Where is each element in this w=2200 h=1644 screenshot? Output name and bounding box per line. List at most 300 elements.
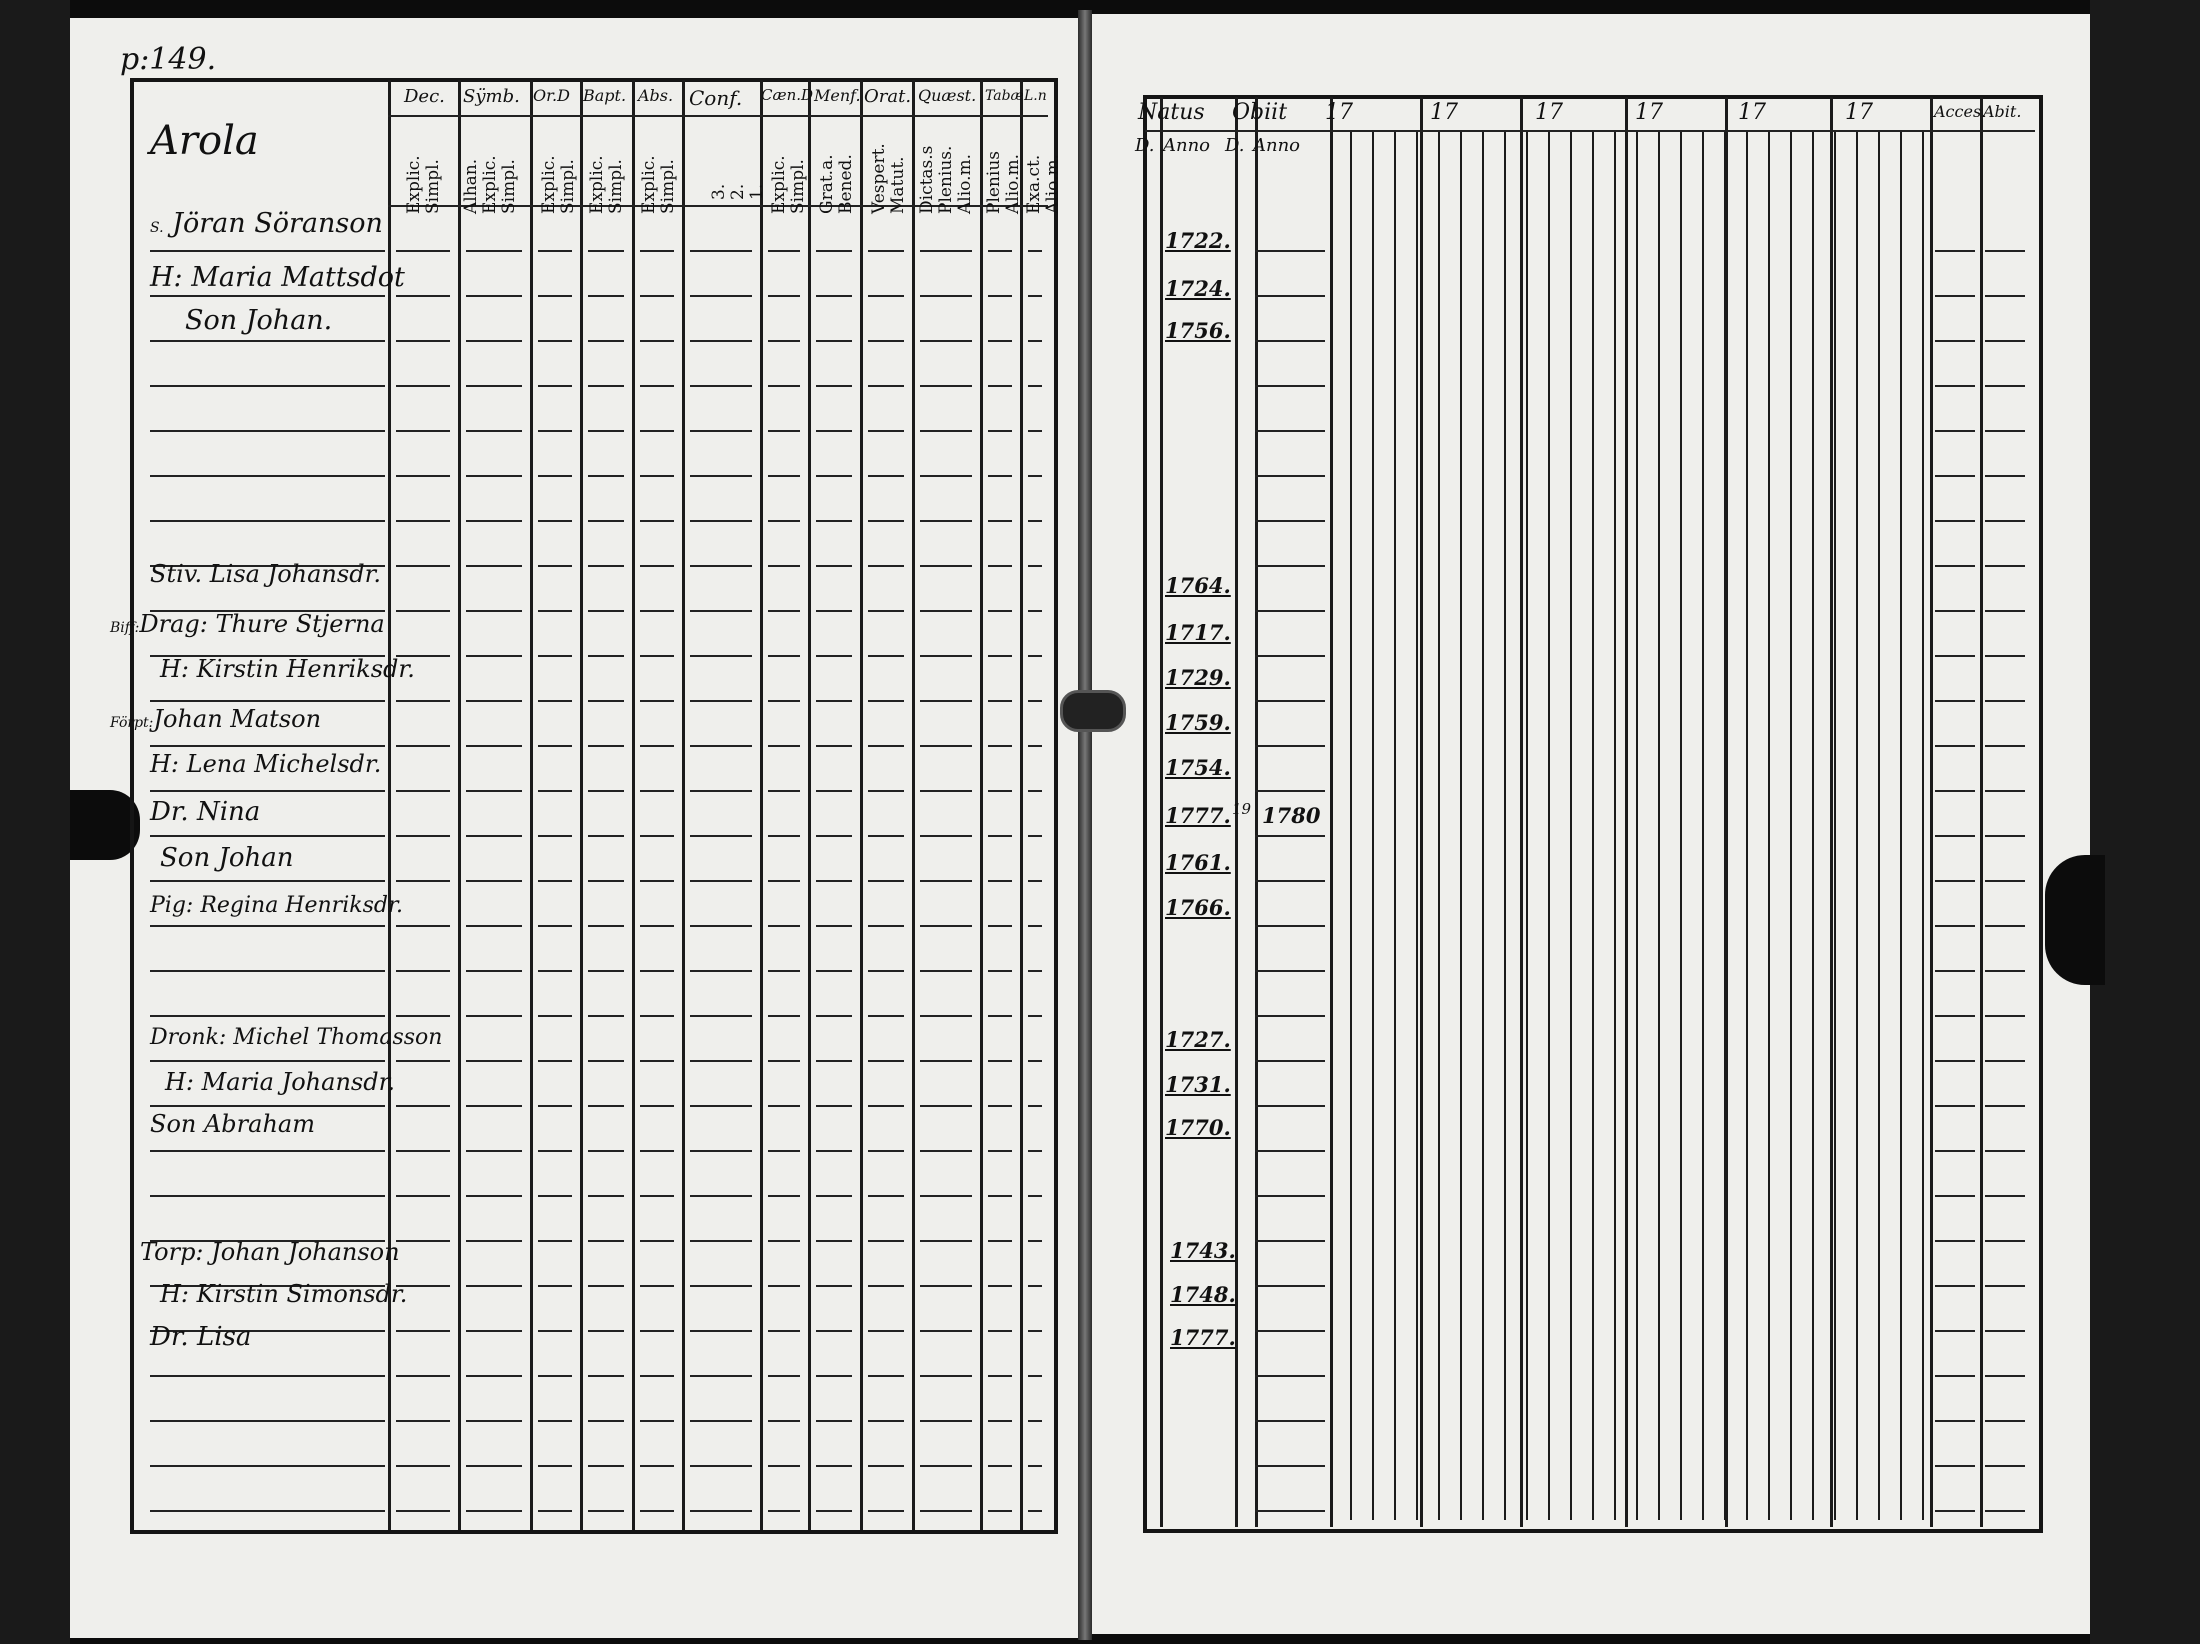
left-cell-line bbox=[988, 1060, 1012, 1062]
right-row-line bbox=[1935, 340, 1975, 342]
left-cell-line bbox=[816, 1060, 852, 1062]
left-cell-line bbox=[466, 520, 522, 522]
right-row-line bbox=[1985, 835, 2025, 837]
village-name: Arola bbox=[150, 118, 259, 164]
left-cell-line bbox=[868, 295, 904, 297]
left-cell-line bbox=[466, 1330, 522, 1332]
left-cell-line bbox=[588, 385, 624, 387]
left-cell-line bbox=[588, 250, 624, 252]
left-cell-line bbox=[690, 970, 752, 972]
left-cell-line bbox=[868, 385, 904, 387]
left-cell-line bbox=[868, 1420, 904, 1422]
left-sub-dec: Explic. Simpl. bbox=[404, 155, 443, 214]
left-cell-line bbox=[690, 925, 752, 927]
left-column-line bbox=[860, 80, 863, 1530]
left-binding-edge bbox=[0, 0, 70, 1644]
left-cell-line bbox=[690, 1015, 752, 1017]
left-cell-line bbox=[868, 925, 904, 927]
right-row-line bbox=[1935, 565, 1975, 567]
left-cell-line bbox=[466, 880, 522, 882]
left-cell-line bbox=[588, 295, 624, 297]
left-cell-line bbox=[1028, 1015, 1042, 1017]
left-cell-line bbox=[396, 1330, 450, 1332]
left-cell-line bbox=[538, 655, 572, 657]
right-row-line bbox=[1935, 1105, 1975, 1107]
birth-year-8: 1754. bbox=[1165, 755, 1231, 780]
left-cell-line bbox=[588, 880, 624, 882]
left-cell-line bbox=[538, 1420, 572, 1422]
left-column-line bbox=[632, 80, 635, 1530]
left-cell-line bbox=[640, 790, 674, 792]
left-cell-line bbox=[640, 1375, 674, 1377]
left-cell-line bbox=[988, 700, 1012, 702]
left-sub-mens: Grat.a. Bened. bbox=[817, 154, 856, 214]
left-row-line bbox=[150, 1510, 385, 1512]
right-row-line bbox=[1985, 1240, 2025, 1242]
left-cell-line bbox=[588, 1015, 624, 1017]
natus-day: D. bbox=[1135, 135, 1155, 156]
left-cell-line bbox=[1028, 610, 1042, 612]
right-row-line bbox=[1935, 430, 1975, 432]
left-cell-line bbox=[588, 1195, 624, 1197]
left-cell-line bbox=[640, 880, 674, 882]
left-cell-line bbox=[768, 925, 800, 927]
left-cell-line bbox=[588, 1375, 624, 1377]
left-cell-line bbox=[768, 745, 800, 747]
left-row-line bbox=[150, 430, 385, 432]
left-cell-line bbox=[868, 835, 904, 837]
left-cell-line bbox=[816, 970, 852, 972]
left-cell-line bbox=[640, 520, 674, 522]
entry-10: Son Johan bbox=[160, 843, 294, 873]
left-cell-line bbox=[1028, 700, 1042, 702]
left-cell-line bbox=[816, 295, 852, 297]
right-clasp-shadow bbox=[2045, 855, 2105, 985]
left-cell-line bbox=[588, 1510, 624, 1512]
left-cell-line bbox=[988, 1465, 1012, 1467]
birth-year-3: 1756. bbox=[1165, 318, 1231, 343]
right-column-line bbox=[1625, 97, 1628, 1527]
obiit-header: Obiit bbox=[1232, 100, 1288, 125]
left-cell-line bbox=[768, 610, 800, 612]
right-row-line bbox=[1935, 835, 1975, 837]
left-cell-line bbox=[816, 1015, 852, 1017]
left-cell-line bbox=[396, 1015, 450, 1017]
right-sub-column-line bbox=[1592, 130, 1594, 1520]
left-cell-line bbox=[396, 610, 450, 612]
left-cell-line bbox=[768, 1195, 800, 1197]
left-cell-line bbox=[920, 385, 972, 387]
right-sub-column-line bbox=[1636, 130, 1638, 1520]
left-cell-line bbox=[396, 790, 450, 792]
right-sub-column-line bbox=[1680, 130, 1682, 1520]
right-sub-column-line bbox=[1658, 130, 1660, 1520]
left-row-line bbox=[150, 250, 385, 252]
left-cell-line bbox=[466, 1240, 522, 1242]
left-cell-line bbox=[1028, 565, 1042, 567]
left-cell-line bbox=[588, 1240, 624, 1242]
left-cell-line bbox=[816, 475, 852, 477]
left-cell-line bbox=[690, 1510, 752, 1512]
left-cell-line bbox=[588, 340, 624, 342]
left-cell-line bbox=[466, 1420, 522, 1422]
left-cell-line bbox=[466, 1510, 522, 1512]
left-cell-line bbox=[816, 1330, 852, 1332]
left-cell-line bbox=[396, 1375, 450, 1377]
left-cell-line bbox=[466, 700, 522, 702]
right-sub-column-line bbox=[1438, 130, 1440, 1520]
right-row-line bbox=[1255, 520, 1325, 522]
left-cell-line bbox=[466, 1105, 522, 1107]
right-column-line bbox=[1980, 97, 1983, 1527]
left-cell-line bbox=[988, 610, 1012, 612]
right-row-line bbox=[1255, 1150, 1325, 1152]
left-cell-line bbox=[466, 1015, 522, 1017]
left-cell-line bbox=[396, 835, 450, 837]
right-row-line bbox=[1985, 1195, 2025, 1197]
left-cell-line bbox=[640, 295, 674, 297]
left-cell-line bbox=[768, 1420, 800, 1422]
left-cell-line bbox=[920, 880, 972, 882]
left-cell-line bbox=[920, 340, 972, 342]
left-cell-line bbox=[538, 835, 572, 837]
left-cell-line bbox=[816, 520, 852, 522]
left-cell-line bbox=[640, 655, 674, 657]
left-cell-line bbox=[538, 610, 572, 612]
right-row-line bbox=[1935, 1465, 1975, 1467]
left-header-symb: Sÿmb. bbox=[463, 86, 520, 107]
right-sub-column-line bbox=[1900, 130, 1902, 1520]
left-cell-line bbox=[690, 1195, 752, 1197]
left-cell-line bbox=[816, 250, 852, 252]
left-cell-line bbox=[690, 385, 752, 387]
left-cell-line bbox=[588, 1150, 624, 1152]
left-cell-line bbox=[538, 790, 572, 792]
left-cell-line bbox=[466, 1150, 522, 1152]
right-sub-column-line bbox=[1724, 130, 1726, 1520]
left-cell-line bbox=[690, 745, 752, 747]
left-cell-line bbox=[988, 1240, 1012, 1242]
right-row-line bbox=[1985, 565, 2025, 567]
left-cell-line bbox=[690, 1330, 752, 1332]
left-cell-line bbox=[466, 1465, 522, 1467]
year-col-4: 17 bbox=[1635, 100, 1663, 125]
left-row-line bbox=[150, 1420, 385, 1422]
left-cell-line bbox=[588, 970, 624, 972]
left-sub-conf: 3. 2. 1. bbox=[709, 183, 767, 200]
right-sub-column-line bbox=[1922, 130, 1924, 1520]
left-cell-line bbox=[690, 340, 752, 342]
acces-header: Acces. bbox=[1934, 102, 1987, 121]
obiit-anno: Anno bbox=[1253, 135, 1301, 156]
left-cell-line bbox=[920, 1285, 972, 1287]
left-cell-line bbox=[920, 565, 972, 567]
left-cell-line bbox=[690, 1240, 752, 1242]
left-cell-line bbox=[868, 1060, 904, 1062]
left-row-line bbox=[150, 385, 385, 387]
left-cell-line bbox=[868, 520, 904, 522]
left-cell-line bbox=[1028, 340, 1042, 342]
left-cell-line bbox=[588, 1285, 624, 1287]
left-cell-line bbox=[466, 970, 522, 972]
right-row-line bbox=[1255, 745, 1325, 747]
left-header-caend: Cæn.D bbox=[761, 86, 814, 104]
page-number: p:149. bbox=[120, 42, 217, 77]
right-row-line bbox=[1935, 1150, 1975, 1152]
left-cell-line bbox=[920, 1375, 972, 1377]
left-cell-line bbox=[920, 700, 972, 702]
left-cell-line bbox=[690, 880, 752, 882]
left-cell-line bbox=[396, 520, 450, 522]
left-cell-line bbox=[588, 655, 624, 657]
left-cell-line bbox=[920, 745, 972, 747]
left-cell-line bbox=[768, 250, 800, 252]
entry-1: S. Jöran Söranson bbox=[150, 208, 383, 239]
left-cell-line bbox=[588, 565, 624, 567]
right-row-line bbox=[1935, 880, 1975, 882]
left-row-line bbox=[150, 475, 385, 477]
left-cell-line bbox=[588, 700, 624, 702]
birth-year-7: 1759. bbox=[1165, 710, 1231, 735]
left-cell-line bbox=[1028, 1375, 1042, 1377]
left-cell-line bbox=[868, 565, 904, 567]
left-row-line bbox=[150, 520, 385, 522]
right-row-line bbox=[1935, 295, 1975, 297]
left-cell-line bbox=[538, 1150, 572, 1152]
left-cell-line bbox=[868, 1240, 904, 1242]
right-row-line bbox=[1255, 1330, 1325, 1332]
left-column-line bbox=[388, 80, 391, 1530]
left-cell-line bbox=[396, 700, 450, 702]
left-cell-line bbox=[466, 475, 522, 477]
left-cell-line bbox=[396, 295, 450, 297]
left-header-ln: L.n bbox=[1024, 88, 1047, 104]
left-cell-line bbox=[1028, 835, 1042, 837]
right-sub-column-line bbox=[1812, 130, 1814, 1520]
right-row-line bbox=[1255, 430, 1325, 432]
left-cell-line bbox=[538, 430, 572, 432]
right-row-line bbox=[1935, 1060, 1975, 1062]
left-header-dec: Dec. bbox=[404, 86, 445, 107]
left-cell-line bbox=[538, 295, 572, 297]
left-cell-line bbox=[768, 655, 800, 657]
right-row-line bbox=[1935, 610, 1975, 612]
obiit-day: D. bbox=[1225, 135, 1245, 156]
left-cell-line bbox=[988, 385, 1012, 387]
left-cell-line bbox=[988, 790, 1012, 792]
entry-3: Son Johan. bbox=[185, 305, 333, 336]
left-column-line bbox=[760, 80, 763, 1530]
left-header-bapt: Bapt. bbox=[583, 86, 627, 105]
entry-14: Son Abraham bbox=[150, 1110, 315, 1138]
left-cell-line bbox=[988, 1150, 1012, 1152]
right-row-line bbox=[1935, 1015, 1975, 1017]
left-cell-line bbox=[538, 1195, 572, 1197]
left-cell-line bbox=[816, 1285, 852, 1287]
left-cell-line bbox=[538, 250, 572, 252]
right-row-line bbox=[1255, 385, 1325, 387]
left-cell-line bbox=[538, 970, 572, 972]
left-cell-line bbox=[396, 250, 450, 252]
right-sub-column-line bbox=[1834, 130, 1836, 1520]
left-cell-line bbox=[1028, 1105, 1042, 1107]
left-cell-line bbox=[690, 790, 752, 792]
left-cell-line bbox=[588, 1420, 624, 1422]
right-sub-column-line bbox=[1614, 130, 1616, 1520]
left-row-line bbox=[150, 925, 385, 927]
left-cell-line bbox=[868, 1195, 904, 1197]
left-cell-line bbox=[640, 1015, 674, 1017]
right-row-line bbox=[1985, 1375, 2025, 1377]
left-cell-line bbox=[920, 475, 972, 477]
right-row-line bbox=[1985, 880, 2025, 882]
left-cell-line bbox=[588, 925, 624, 927]
left-cell-line bbox=[816, 835, 852, 837]
left-cell-line bbox=[640, 835, 674, 837]
left-cell-line bbox=[768, 430, 800, 432]
right-row-line bbox=[1255, 1375, 1325, 1377]
left-cell-line bbox=[538, 880, 572, 882]
left-cell-line bbox=[466, 430, 522, 432]
left-cell-line bbox=[396, 1510, 450, 1512]
left-cell-line bbox=[466, 745, 522, 747]
year-col-1: 17 bbox=[1325, 100, 1353, 125]
left-cell-line bbox=[396, 1060, 450, 1062]
right-row-line bbox=[1255, 1060, 1325, 1062]
left-cell-line bbox=[816, 1105, 852, 1107]
left-cell-line bbox=[1028, 1465, 1042, 1467]
left-header-conf: Conf. bbox=[689, 86, 743, 110]
year-col-6: 17 bbox=[1845, 100, 1873, 125]
left-row-line bbox=[150, 1465, 385, 1467]
left-cell-line bbox=[640, 565, 674, 567]
left-cell-line bbox=[816, 340, 852, 342]
right-sub-column-line bbox=[1394, 130, 1396, 1520]
entry-11: Pig: Regina Henriksdr. bbox=[150, 893, 404, 918]
birth-year-1: 1722. bbox=[1165, 228, 1231, 253]
left-row-line bbox=[150, 700, 385, 702]
left-cell-line bbox=[1028, 1240, 1042, 1242]
left-sub-ord: Explic. Simpl. bbox=[539, 155, 578, 214]
left-cell-line bbox=[396, 430, 450, 432]
right-row-line bbox=[1985, 610, 2025, 612]
left-cell-line bbox=[640, 430, 674, 432]
left-cell-line bbox=[1028, 1420, 1042, 1422]
left-cell-line bbox=[466, 1195, 522, 1197]
left-cell-line bbox=[588, 1330, 624, 1332]
left-cell-line bbox=[768, 700, 800, 702]
left-cell-line bbox=[920, 250, 972, 252]
right-row-line bbox=[1255, 925, 1325, 927]
left-cell-line bbox=[988, 250, 1012, 252]
natus-anno: Anno bbox=[1163, 135, 1211, 156]
left-cell-line bbox=[640, 610, 674, 612]
left-cell-line bbox=[538, 475, 572, 477]
left-cell-line bbox=[868, 655, 904, 657]
left-cell-line bbox=[920, 925, 972, 927]
birth-year-10: 1761. bbox=[1165, 850, 1231, 875]
left-cell-line bbox=[640, 385, 674, 387]
right-row-line bbox=[1255, 250, 1325, 252]
left-cell-line bbox=[988, 295, 1012, 297]
left-row-line bbox=[150, 295, 385, 297]
left-cell-line bbox=[690, 835, 752, 837]
left-cell-line bbox=[816, 610, 852, 612]
left-cell-line bbox=[988, 655, 1012, 657]
left-cell-line bbox=[1028, 745, 1042, 747]
left-cell-line bbox=[920, 430, 972, 432]
left-cell-line bbox=[920, 1510, 972, 1512]
left-cell-line bbox=[640, 250, 674, 252]
right-row-line bbox=[1985, 1015, 2025, 1017]
left-column-line bbox=[912, 80, 915, 1530]
left-sub-bapt: Explic. Simpl. bbox=[587, 155, 626, 214]
left-cell-line bbox=[588, 430, 624, 432]
entry-8: H: Lena Michelsdr. bbox=[150, 750, 382, 778]
left-cell-line bbox=[816, 700, 852, 702]
left-cell-line bbox=[466, 1060, 522, 1062]
left-cell-line bbox=[466, 1285, 522, 1287]
left-row-line bbox=[150, 1015, 385, 1017]
left-cell-line bbox=[1028, 1285, 1042, 1287]
right-column-line bbox=[1520, 97, 1523, 1527]
entry-16: H: Kirstin Simonsdr. bbox=[160, 1280, 408, 1308]
left-cell-line bbox=[640, 1465, 674, 1467]
book-clasp bbox=[1060, 690, 1126, 732]
left-cell-line bbox=[640, 475, 674, 477]
left-cell-line bbox=[690, 430, 752, 432]
left-cell-line bbox=[690, 655, 752, 657]
left-cell-line bbox=[920, 835, 972, 837]
right-row-line bbox=[1935, 925, 1975, 927]
left-cell-line bbox=[868, 475, 904, 477]
left-row-line bbox=[150, 880, 385, 882]
entry-9: Dr. Nina bbox=[150, 797, 261, 827]
left-cell-line bbox=[768, 295, 800, 297]
left-header-tabae: Tabæ bbox=[985, 88, 1024, 104]
left-cell-line bbox=[988, 745, 1012, 747]
left-cell-line bbox=[920, 970, 972, 972]
natus-header: Natus bbox=[1138, 100, 1205, 125]
left-cell-line bbox=[466, 655, 522, 657]
left-cell-line bbox=[588, 1060, 624, 1062]
left-cell-line bbox=[1028, 1060, 1042, 1062]
left-cell-line bbox=[988, 880, 1012, 882]
left-cell-line bbox=[1028, 790, 1042, 792]
left-cell-line bbox=[588, 790, 624, 792]
left-cell-line bbox=[868, 430, 904, 432]
left-cell-line bbox=[538, 1510, 572, 1512]
left-cell-line bbox=[768, 1105, 800, 1107]
left-cell-line bbox=[1028, 295, 1042, 297]
left-cell-line bbox=[690, 1285, 752, 1287]
left-cell-line bbox=[768, 1375, 800, 1377]
left-cell-line bbox=[816, 1375, 852, 1377]
left-cell-line bbox=[816, 655, 852, 657]
right-row-line bbox=[1985, 295, 2025, 297]
right-row-line bbox=[1935, 700, 1975, 702]
right-row-line bbox=[1985, 700, 2025, 702]
left-cell-line bbox=[868, 610, 904, 612]
left-cell-line bbox=[690, 700, 752, 702]
birth-year-12: 1727. bbox=[1165, 1027, 1231, 1052]
left-cell-line bbox=[988, 970, 1012, 972]
left-cell-line bbox=[1028, 475, 1042, 477]
right-row-line bbox=[1985, 1060, 2025, 1062]
year-col-5: 17 bbox=[1738, 100, 1766, 125]
left-column-line bbox=[682, 80, 685, 1530]
right-row-line bbox=[1255, 1105, 1325, 1107]
